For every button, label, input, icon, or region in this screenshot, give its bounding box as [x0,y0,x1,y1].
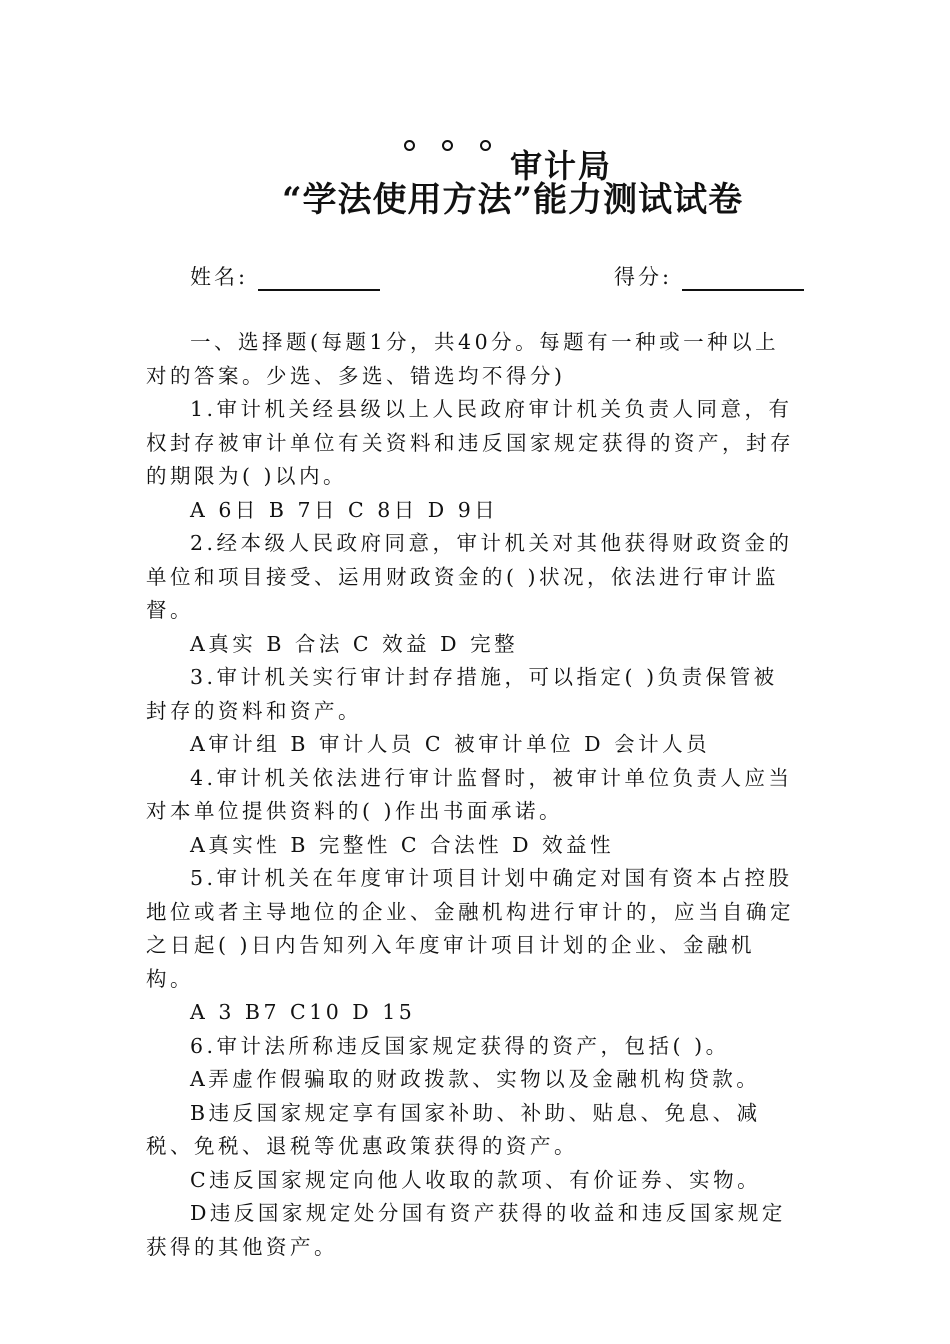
question-option: A弄虚作假骗取的财政拨款、实物以及金融机构贷款。 [190,1067,761,1091]
question-options: A 6日 B 7日 C 8日 D 9日 [190,497,499,522]
title-prefix: 审计局 [510,147,613,185]
exam-body [146,326,796,1264]
question-options: A真实 B 合法 C 效益 D 完整 [190,631,519,656]
emphasis-dot [404,140,415,151]
name-field [190,263,380,291]
question-option: D违反国家规定处分国有资产获得的收益和违反国家规定获得的其他资产。 [146,1201,786,1259]
score-field [614,263,804,291]
score-blank[interactable] [682,267,804,291]
page-title: “学法使用方法”能力测试试卷 [282,180,744,220]
emphasis-dots [404,140,504,160]
question-stem: 5.审计机关在年度审计项目计划中确定对国有资本占控股地位或者主导地位的企业、金融机构进行审计的，应当自确定之日起( )日内告知列入年度审计项目计划的企业、金融机构。 [146,866,794,991]
question-options: A真实性 B 完整性 C 合法性 D 效益性 [190,832,615,857]
question-stem: 6.审计法所称违反国家规定获得的资产，包括( )。 [190,1033,730,1058]
question-option: C违反国家规定向他人收取的款项、有价证券、实物。 [190,1167,762,1192]
question-stem: 1.审计机关经县级以上人民政府审计机关负责人同意，有权封存被审计单位有关资料和违反国家规定获得的资产，封存的期限为( )以内。 [146,397,794,488]
name-blank[interactable] [258,267,380,291]
question-stem: 4.审计机关依法进行审计监督时，被审计单位负责人应当对本单位提供资料的( )作出书面承诺。 [146,765,793,823]
question-stem: 2.经本级人民政府同意，审计机关对其他获得财政资金的单位和项目接受、运用财政资金的( )状况，依法进行审计监督。 [146,531,793,622]
score-label: 得分: [614,265,673,289]
name-label: 姓名: [190,265,249,289]
emphasis-dot [442,140,453,151]
question-stem: 3.审计机关实行审计封存措施，可以指定( )负责保管被封存的资料和资产。 [146,665,778,723]
section-heading: 一、选择题(每题1分，共40分。每题有一种或一种以上对的答案。少选、多选、错选均不得分) [146,330,780,388]
emphasis-dot [480,140,491,151]
question-options: A审计组 B 审计人员 C 被审计单位 D 会计人员 [190,732,711,756]
question-options: A 3 B7 C10 D 15 [190,1000,416,1024]
question-option: B违反国家规定享有国家补助、补助、贴息、免息、减税、免税、退税等优惠政策获得的资产。 [146,1100,761,1158]
